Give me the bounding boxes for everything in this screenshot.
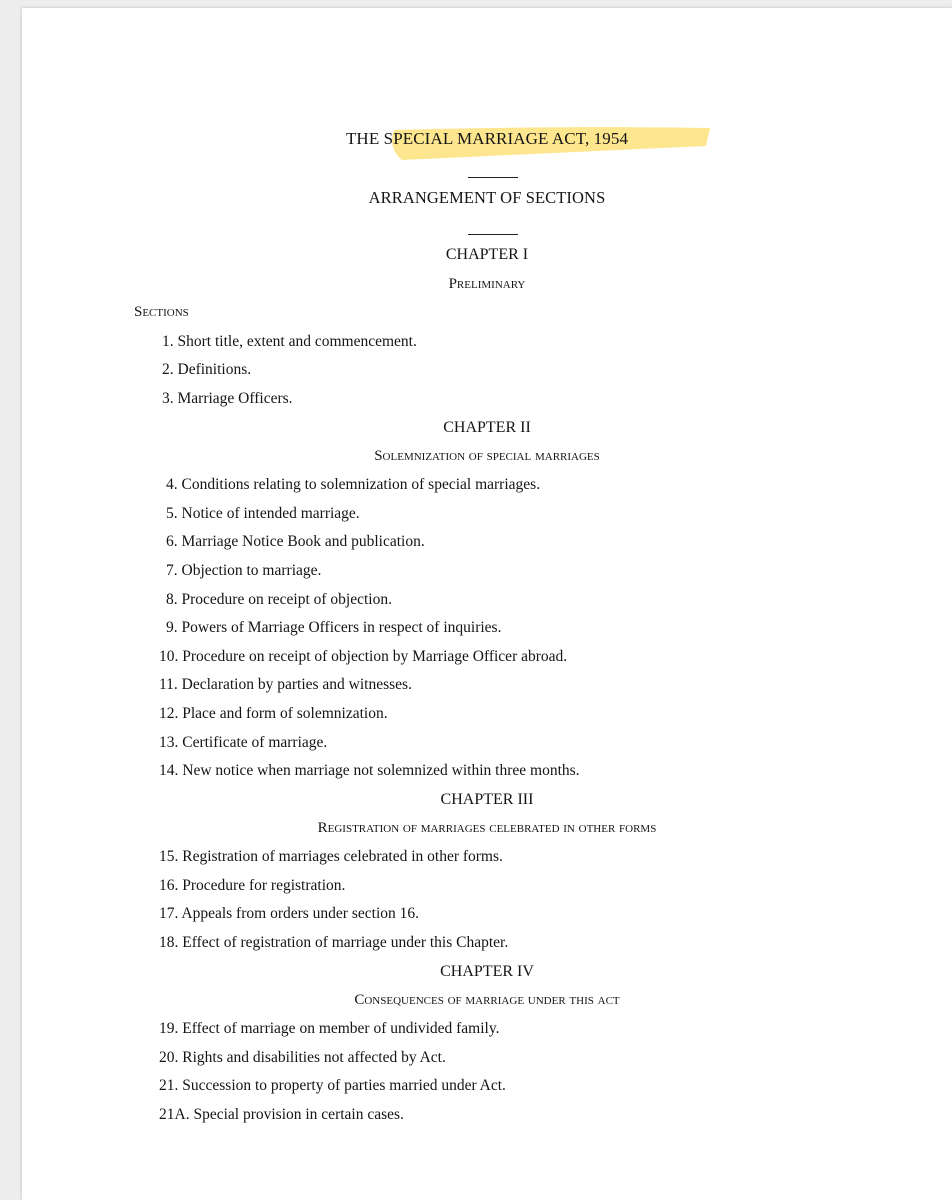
section-entry: 6. Marriage Notice Book and publication. xyxy=(166,533,425,550)
section-entry: 17. Appeals from orders under section 16. xyxy=(159,905,419,922)
section-entry: 16. Procedure for registration. xyxy=(159,877,346,894)
chapter-subheading: Consequences of marriage under this act xyxy=(354,992,620,1008)
chapter-heading: CHAPTER I xyxy=(445,246,529,263)
section-entry: 2. Definitions. xyxy=(162,361,252,378)
chapter-subheading: Preliminary xyxy=(448,276,526,292)
section-entry: 3. Marriage Officers. xyxy=(162,390,293,407)
section-entry: 18. Effect of registration of marriage under this Chapter. xyxy=(159,934,509,951)
chapter-heading: CHAPTER IV xyxy=(440,963,534,980)
document-page xyxy=(22,8,952,1200)
title-divider xyxy=(468,177,518,178)
section-entry: 10. Procedure on receipt of objection by Marriage Officer abroad. xyxy=(159,648,568,665)
section-entry: 21A. Special provision in certain cases. xyxy=(159,1106,404,1123)
section-entry: 5. Notice of intended marriage. xyxy=(166,505,360,522)
section-entry: 9. Powers of Marriage Officers in respect of inquiries. xyxy=(166,619,502,636)
section-entry: 14. New notice when marriage not solemnized within three months. xyxy=(159,762,580,779)
section-entry: 1. Short title, extent and commencement. xyxy=(162,333,417,350)
section-entry: 12. Place and form of solemnization. xyxy=(159,705,388,722)
section-entry: 13. Certificate of marriage. xyxy=(159,734,328,751)
chapter-subheading: Registration of marriages celebrated in other forms xyxy=(317,820,657,836)
section-entry: 21. Succession to property of parties married under Act. xyxy=(159,1077,506,1094)
document-title: THE SPECIAL MARRIAGE ACT, 1954 xyxy=(345,129,629,148)
sections-label: Sections xyxy=(134,304,189,320)
chapter-heading: CHAPTER III xyxy=(440,791,534,808)
section-entry: 15. Registration of marriages celebrated in other forms. xyxy=(159,848,503,865)
chapter-subheading: Solemnization of special marriages xyxy=(374,448,600,464)
section-entry: 4. Conditions relating to solemnization of special marriages. xyxy=(166,476,541,493)
chapter-heading: CHAPTER II xyxy=(443,419,531,436)
section-entry: 19. Effect of marriage on member of undivided family. xyxy=(159,1020,500,1037)
section-entry: 7. Objection to marriage. xyxy=(166,562,322,579)
document-subtitle: ARRANGEMENT OF SECTIONS xyxy=(368,188,606,207)
section-entry: 8. Procedure on receipt of objection. xyxy=(166,591,392,608)
subtitle-divider xyxy=(468,234,518,235)
section-entry: 20. Rights and disabilities not affected by Act. xyxy=(159,1049,446,1066)
section-entry: 11. Declaration by parties and witnesses. xyxy=(159,676,412,693)
